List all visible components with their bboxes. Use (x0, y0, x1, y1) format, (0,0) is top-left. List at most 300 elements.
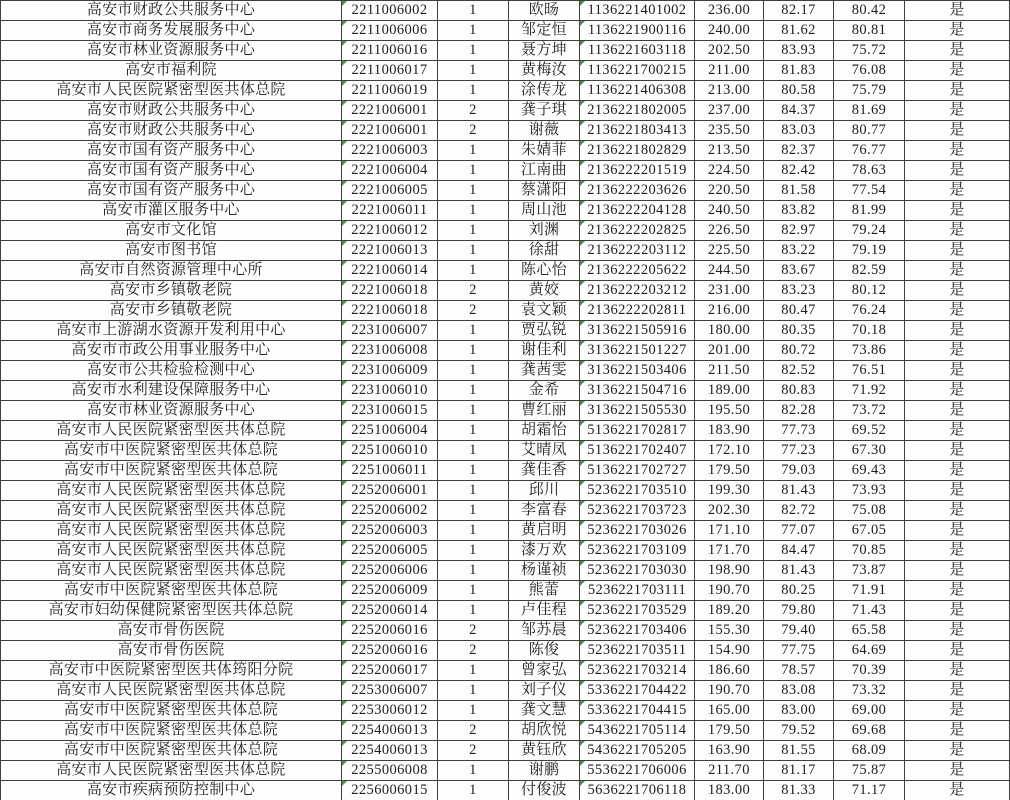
cell-total_score: 67.05 (834, 521, 905, 541)
cell-candidate_name: 卢佳程 (509, 601, 580, 621)
cell-written_score: 211.50 (695, 361, 764, 381)
cell-written_score: 201.00 (695, 341, 764, 361)
cell-position_code: 2254006013 (342, 741, 438, 761)
cell-exam_id: 3136221504716 (580, 381, 695, 401)
cell-position_code: 2251006011 (342, 461, 438, 481)
cell-exam_id: 5236221703406 (580, 621, 695, 641)
cell-openings: 1 (438, 401, 509, 421)
cell-position_code: 2221006011 (342, 201, 438, 221)
table-row (1, 221, 1010, 241)
cell-candidate_name: 谢佳利 (509, 341, 580, 361)
cell-qualified: 是 (905, 521, 1010, 541)
cell-position_code: 2231006015 (342, 401, 438, 421)
cell-written_score: 202.50 (695, 41, 764, 61)
cell-total_score: 76.08 (834, 61, 905, 81)
cell-openings: 1 (438, 781, 509, 800)
cell-interview_score: 82.28 (764, 401, 834, 421)
cell-written_score: 180.00 (695, 321, 764, 341)
cell-qualified: 是 (905, 61, 1010, 81)
cell-candidate_name: 徐甜 (509, 241, 580, 261)
cell-written_score: 226.50 (695, 221, 764, 241)
cell-written_score: 195.50 (695, 401, 764, 421)
cell-interview_score: 83.03 (764, 121, 834, 141)
cell-total_score: 80.12 (834, 281, 905, 301)
cell-qualified: 是 (905, 741, 1010, 761)
cell-exam_id: 5436221705205 (580, 741, 695, 761)
cell-written_score: 183.90 (695, 421, 764, 441)
cell-exam_id: 5236221703529 (580, 601, 695, 621)
cell-organization: 高安市福利院 (1, 61, 342, 81)
table-row (1, 41, 1010, 61)
cell-qualified: 是 (905, 21, 1010, 41)
table-row (1, 781, 1010, 800)
cell-openings: 2 (438, 301, 509, 321)
cell-total_score: 71.92 (834, 381, 905, 401)
cell-qualified: 是 (905, 321, 1010, 341)
cell-qualified: 是 (905, 541, 1010, 561)
cell-written_score: 231.00 (695, 281, 764, 301)
cell-total_score: 75.87 (834, 761, 905, 781)
cell-exam_id: 3136221503406 (580, 361, 695, 381)
cell-candidate_name: 胡欣悦 (509, 721, 580, 741)
cell-candidate_name: 黄姣 (509, 281, 580, 301)
cell-organization: 高安市中医院紧密型医共体总院 (1, 441, 342, 461)
cell-interview_score: 77.73 (764, 421, 834, 441)
cell-qualified: 是 (905, 701, 1010, 721)
cell-interview_score: 80.58 (764, 81, 834, 101)
cell-position_code: 2231006007 (342, 321, 438, 341)
cell-interview_score: 80.72 (764, 341, 834, 361)
cell-candidate_name: 邹苏晨 (509, 621, 580, 641)
cell-organization: 高安市妇幼保健院紧密型医共体总院 (1, 601, 342, 621)
cell-exam_id: 5136221702727 (580, 461, 695, 481)
cell-total_score: 64.69 (834, 641, 905, 661)
cell-organization: 高安市商务发展服务中心 (1, 21, 342, 41)
table-row (1, 641, 1010, 661)
table-row (1, 341, 1010, 361)
cell-exam_id: 2136222202811 (580, 301, 695, 321)
cell-written_score: 211.70 (695, 761, 764, 781)
cell-interview_score: 83.00 (764, 701, 834, 721)
cell-candidate_name: 朱婧菲 (509, 141, 580, 161)
cell-candidate_name: 龚文慧 (509, 701, 580, 721)
cell-qualified: 是 (905, 561, 1010, 581)
cell-total_score: 68.09 (834, 741, 905, 761)
cell-position_code: 2221006014 (342, 261, 438, 281)
cell-exam_id: 2136222203212 (580, 281, 695, 301)
cell-organization: 高安市公共检验检测中心 (1, 361, 342, 381)
cell-openings: 2 (438, 101, 509, 121)
cell-position_code: 2252006009 (342, 581, 438, 601)
cell-total_score: 69.00 (834, 701, 905, 721)
cell-interview_score: 82.72 (764, 501, 834, 521)
cell-total_score: 69.68 (834, 721, 905, 741)
cell-written_score: 179.50 (695, 461, 764, 481)
cell-position_code: 2252006002 (342, 501, 438, 521)
cell-total_score: 69.43 (834, 461, 905, 481)
cell-organization: 高安市人民医院紧密型医共体总院 (1, 761, 342, 781)
cell-organization: 高安市水利建设保障服务中心 (1, 381, 342, 401)
cell-total_score: 78.63 (834, 161, 905, 181)
table-row (1, 741, 1010, 761)
cell-interview_score: 83.93 (764, 41, 834, 61)
cell-total_score: 65.58 (834, 621, 905, 641)
cell-openings: 1 (438, 41, 509, 61)
cell-interview_score: 79.40 (764, 621, 834, 641)
cell-openings: 1 (438, 361, 509, 381)
cell-candidate_name: 陈心怡 (509, 261, 580, 281)
cell-exam_id: 5336221704415 (580, 701, 695, 721)
cell-position_code: 2252006006 (342, 561, 438, 581)
table-row (1, 661, 1010, 681)
cell-position_code: 2254006013 (342, 721, 438, 741)
table-row (1, 141, 1010, 161)
cell-total_score: 73.72 (834, 401, 905, 421)
cell-exam_id: 1136221406308 (580, 81, 695, 101)
cell-organization: 高安市乡镇敬老院 (1, 301, 342, 321)
cell-position_code: 2252006016 (342, 641, 438, 661)
cell-position_code: 2252006001 (342, 481, 438, 501)
cell-candidate_name: 周山池 (509, 201, 580, 221)
table-row (1, 581, 1010, 601)
cell-total_score: 70.39 (834, 661, 905, 681)
cell-candidate_name: 龚佳香 (509, 461, 580, 481)
cell-organization: 高安市人民医院紧密型医共体总院 (1, 501, 342, 521)
cell-position_code: 2252006005 (342, 541, 438, 561)
table-row (1, 1, 1010, 21)
table-row (1, 81, 1010, 101)
cell-interview_score: 81.83 (764, 61, 834, 81)
cell-openings: 1 (438, 521, 509, 541)
cell-interview_score: 80.83 (764, 381, 834, 401)
table-row (1, 541, 1010, 561)
cell-qualified: 是 (905, 581, 1010, 601)
cell-organization: 高安市人民医院紧密型医共体总院 (1, 421, 342, 441)
cell-exam_id: 5536221706006 (580, 761, 695, 781)
cell-exam_id: 5436221705114 (580, 721, 695, 741)
cell-exam_id: 5236221703109 (580, 541, 695, 561)
cell-qualified: 是 (905, 481, 1010, 501)
cell-exam_id: 5236221703511 (580, 641, 695, 661)
cell-openings: 1 (438, 1, 509, 21)
cell-candidate_name: 龚茜雯 (509, 361, 580, 381)
cell-openings: 1 (438, 661, 509, 681)
cell-position_code: 2252006016 (342, 621, 438, 641)
cell-position_code: 2255006008 (342, 761, 438, 781)
cell-organization: 高安市中医院紧密型医共体总院 (1, 741, 342, 761)
cell-total_score: 76.77 (834, 141, 905, 161)
cell-openings: 1 (438, 441, 509, 461)
cell-total_score: 71.43 (834, 601, 905, 621)
cell-organization: 高安市人民医院紧密型医共体总院 (1, 521, 342, 541)
cell-candidate_name: 付俊波 (509, 781, 580, 800)
cell-position_code: 2211006017 (342, 61, 438, 81)
cell-written_score: 213.00 (695, 81, 764, 101)
cell-candidate_name: 刘子仪 (509, 681, 580, 701)
cell-total_score: 73.93 (834, 481, 905, 501)
cell-interview_score: 82.52 (764, 361, 834, 381)
cell-written_score: 163.90 (695, 741, 764, 761)
cell-written_score: 198.90 (695, 561, 764, 581)
cell-qualified: 是 (905, 401, 1010, 421)
cell-total_score: 76.51 (834, 361, 905, 381)
cell-written_score: 244.50 (695, 261, 764, 281)
table-row (1, 461, 1010, 481)
cell-candidate_name: 涂传龙 (509, 81, 580, 101)
cell-qualified: 是 (905, 441, 1010, 461)
cell-candidate_name: 邱川 (509, 481, 580, 501)
cell-openings: 1 (438, 581, 509, 601)
cell-written_score: 225.50 (695, 241, 764, 261)
cell-openings: 1 (438, 421, 509, 441)
cell-total_score: 71.17 (834, 781, 905, 800)
cell-interview_score: 83.22 (764, 241, 834, 261)
cell-openings: 2 (438, 641, 509, 661)
table-row (1, 441, 1010, 461)
cell-organization: 高安市骨伤医院 (1, 641, 342, 661)
cell-qualified: 是 (905, 41, 1010, 61)
cell-organization: 高安市市政公用事业服务中心 (1, 341, 342, 361)
cell-qualified: 是 (905, 161, 1010, 181)
cell-organization: 高安市人民医院紧密型医共体总院 (1, 81, 342, 101)
cell-written_score: 165.00 (695, 701, 764, 721)
cell-position_code: 2253006007 (342, 681, 438, 701)
table-row (1, 421, 1010, 441)
cell-written_score: 190.70 (695, 681, 764, 701)
cell-candidate_name: 黄钰欣 (509, 741, 580, 761)
cell-interview_score: 77.07 (764, 521, 834, 541)
cell-openings: 1 (438, 141, 509, 161)
cell-position_code: 2221006012 (342, 221, 438, 241)
cell-exam_id: 2136222204128 (580, 201, 695, 221)
cell-qualified: 是 (905, 121, 1010, 141)
cell-qualified: 是 (905, 501, 1010, 521)
cell-qualified: 是 (905, 681, 1010, 701)
cell-written_score: 236.00 (695, 1, 764, 21)
cell-qualified: 是 (905, 241, 1010, 261)
cell-openings: 1 (438, 221, 509, 241)
cell-total_score: 81.99 (834, 201, 905, 221)
cell-candidate_name: 黄梅汝 (509, 61, 580, 81)
cell-position_code: 2251006010 (342, 441, 438, 461)
table-row (1, 721, 1010, 741)
cell-candidate_name: 杨谨祯 (509, 561, 580, 581)
cell-written_score: 235.50 (695, 121, 764, 141)
cell-organization: 高安市灌区服务中心 (1, 201, 342, 221)
cell-exam_id: 2136222202825 (580, 221, 695, 241)
table-row (1, 101, 1010, 121)
cell-candidate_name: 袁文颖 (509, 301, 580, 321)
cell-qualified: 是 (905, 101, 1010, 121)
cell-organization: 高安市中医院紧密型医共体筠阳分院 (1, 661, 342, 681)
cell-interview_score: 77.75 (764, 641, 834, 661)
cell-organization: 高安市图书馆 (1, 241, 342, 261)
cell-exam_id: 1136221700215 (580, 61, 695, 81)
cell-exam_id: 2136222203112 (580, 241, 695, 261)
cell-exam_id: 2136222201519 (580, 161, 695, 181)
cell-candidate_name: 胡霜怡 (509, 421, 580, 441)
cell-organization: 高安市人民医院紧密型医共体总院 (1, 541, 342, 561)
cell-written_score: 199.30 (695, 481, 764, 501)
cell-qualified: 是 (905, 181, 1010, 201)
cell-written_score: 171.10 (695, 521, 764, 541)
table-row (1, 21, 1010, 41)
cell-written_score: 183.00 (695, 781, 764, 800)
cell-candidate_name: 江南曲 (509, 161, 580, 181)
cell-openings: 1 (438, 241, 509, 261)
cell-exam_id: 2136221802005 (580, 101, 695, 121)
cell-exam_id: 5136221702817 (580, 421, 695, 441)
cell-interview_score: 82.42 (764, 161, 834, 181)
cell-qualified: 是 (905, 141, 1010, 161)
cell-candidate_name: 漆万欢 (509, 541, 580, 561)
cell-interview_score: 82.37 (764, 141, 834, 161)
cell-total_score: 75.79 (834, 81, 905, 101)
cell-candidate_name: 刘渊 (509, 221, 580, 241)
cell-interview_score: 81.43 (764, 481, 834, 501)
cell-written_score: 211.00 (695, 61, 764, 81)
cell-candidate_name: 龚子琪 (509, 101, 580, 121)
cell-exam_id: 5236221703723 (580, 501, 695, 521)
cell-organization: 高安市骨伤医院 (1, 621, 342, 641)
cell-openings: 2 (438, 741, 509, 761)
cell-written_score: 237.00 (695, 101, 764, 121)
cell-exam_id: 2136221803413 (580, 121, 695, 141)
cell-openings: 1 (438, 461, 509, 481)
cell-qualified: 是 (905, 301, 1010, 321)
cell-qualified: 是 (905, 81, 1010, 101)
cell-written_score: 155.30 (695, 621, 764, 641)
cell-organization: 高安市中医院紧密型医共体总院 (1, 461, 342, 481)
cell-organization: 高安市乡镇敬老院 (1, 281, 342, 301)
cell-total_score: 80.42 (834, 1, 905, 21)
cell-exam_id: 3136221501227 (580, 341, 695, 361)
cell-exam_id: 5236221703214 (580, 661, 695, 681)
cell-interview_score: 78.57 (764, 661, 834, 681)
cell-position_code: 2221006004 (342, 161, 438, 181)
cell-candidate_name: 贾弘锐 (509, 321, 580, 341)
cell-exam_id: 3136221505530 (580, 401, 695, 421)
cell-openings: 1 (438, 681, 509, 701)
cell-candidate_name: 聂方坤 (509, 41, 580, 61)
table-row (1, 601, 1010, 621)
cell-position_code: 2221006018 (342, 301, 438, 321)
cell-openings: 1 (438, 21, 509, 41)
cell-candidate_name: 黄启明 (509, 521, 580, 541)
cell-interview_score: 84.37 (764, 101, 834, 121)
cell-position_code: 2253006012 (342, 701, 438, 721)
cell-qualified: 是 (905, 1, 1010, 21)
cell-position_code: 2221006001 (342, 121, 438, 141)
cell-total_score: 76.24 (834, 301, 905, 321)
cell-interview_score: 81.33 (764, 781, 834, 800)
cell-organization: 高安市人民医院紧密型医共体总院 (1, 481, 342, 501)
cell-qualified: 是 (905, 361, 1010, 381)
cell-qualified: 是 (905, 641, 1010, 661)
cell-interview_score: 81.58 (764, 181, 834, 201)
table-row (1, 401, 1010, 421)
cell-position_code: 2221006003 (342, 141, 438, 161)
cell-written_score: 213.50 (695, 141, 764, 161)
cell-qualified: 是 (905, 721, 1010, 741)
cell-qualified: 是 (905, 781, 1010, 800)
cell-interview_score: 81.43 (764, 561, 834, 581)
cell-interview_score: 82.97 (764, 221, 834, 241)
cell-qualified: 是 (905, 761, 1010, 781)
cell-written_score: 189.00 (695, 381, 764, 401)
cell-openings: 2 (438, 121, 509, 141)
table-row (1, 301, 1010, 321)
cell-candidate_name: 邹定恒 (509, 21, 580, 41)
cell-exam_id: 5136221702407 (580, 441, 695, 461)
cell-organization: 高安市中医院紧密型医共体总院 (1, 581, 342, 601)
cell-organization: 高安市财政公共服务中心 (1, 1, 342, 21)
cell-written_score: 172.10 (695, 441, 764, 461)
table-row (1, 261, 1010, 281)
cell-total_score: 69.52 (834, 421, 905, 441)
table-row (1, 521, 1010, 541)
cell-openings: 1 (438, 61, 509, 81)
cell-exam_id: 5336221704422 (580, 681, 695, 701)
cell-total_score: 73.32 (834, 681, 905, 701)
cell-interview_score: 77.23 (764, 441, 834, 461)
cell-qualified: 是 (905, 281, 1010, 301)
cell-total_score: 73.86 (834, 341, 905, 361)
cell-organization: 高安市疾病预防控制中心 (1, 781, 342, 800)
cell-exam_id: 5236221703111 (580, 581, 695, 601)
cell-organization: 高安市国有资产服务中心 (1, 181, 342, 201)
cell-candidate_name: 谢薇 (509, 121, 580, 141)
table-row (1, 161, 1010, 181)
cell-position_code: 2211006002 (342, 1, 438, 21)
cell-interview_score: 81.55 (764, 741, 834, 761)
cell-interview_score: 84.47 (764, 541, 834, 561)
cell-candidate_name: 陈俊 (509, 641, 580, 661)
cell-written_score: 216.00 (695, 301, 764, 321)
cell-exam_id: 5236221703510 (580, 481, 695, 501)
cell-written_score: 202.30 (695, 501, 764, 521)
cell-candidate_name: 金希 (509, 381, 580, 401)
cell-organization: 高安市财政公共服务中心 (1, 121, 342, 141)
table-row (1, 201, 1010, 221)
cell-openings: 1 (438, 261, 509, 281)
cell-interview_score: 83.08 (764, 681, 834, 701)
cell-organization: 高安市人民医院紧密型医共体总院 (1, 681, 342, 701)
cell-total_score: 70.85 (834, 541, 905, 561)
table-row (1, 241, 1010, 261)
cell-written_score: 190.70 (695, 581, 764, 601)
cell-total_score: 77.54 (834, 181, 905, 201)
cell-interview_score: 80.35 (764, 321, 834, 341)
table-row (1, 321, 1010, 341)
cell-candidate_name: 艾晴凤 (509, 441, 580, 461)
cell-openings: 1 (438, 381, 509, 401)
cell-qualified: 是 (905, 261, 1010, 281)
cell-interview_score: 79.80 (764, 601, 834, 621)
cell-position_code: 2211006019 (342, 81, 438, 101)
cell-qualified: 是 (905, 621, 1010, 641)
cell-position_code: 2211006016 (342, 41, 438, 61)
cell-openings: 1 (438, 481, 509, 501)
cell-total_score: 81.69 (834, 101, 905, 121)
cell-total_score: 67.30 (834, 441, 905, 461)
table-row (1, 761, 1010, 781)
cell-position_code: 2252006014 (342, 601, 438, 621)
cell-organization: 高安市自然资源管理中心所 (1, 261, 342, 281)
cell-written_score: 220.50 (695, 181, 764, 201)
cell-interview_score: 83.82 (764, 201, 834, 221)
cell-candidate_name: 曹红丽 (509, 401, 580, 421)
